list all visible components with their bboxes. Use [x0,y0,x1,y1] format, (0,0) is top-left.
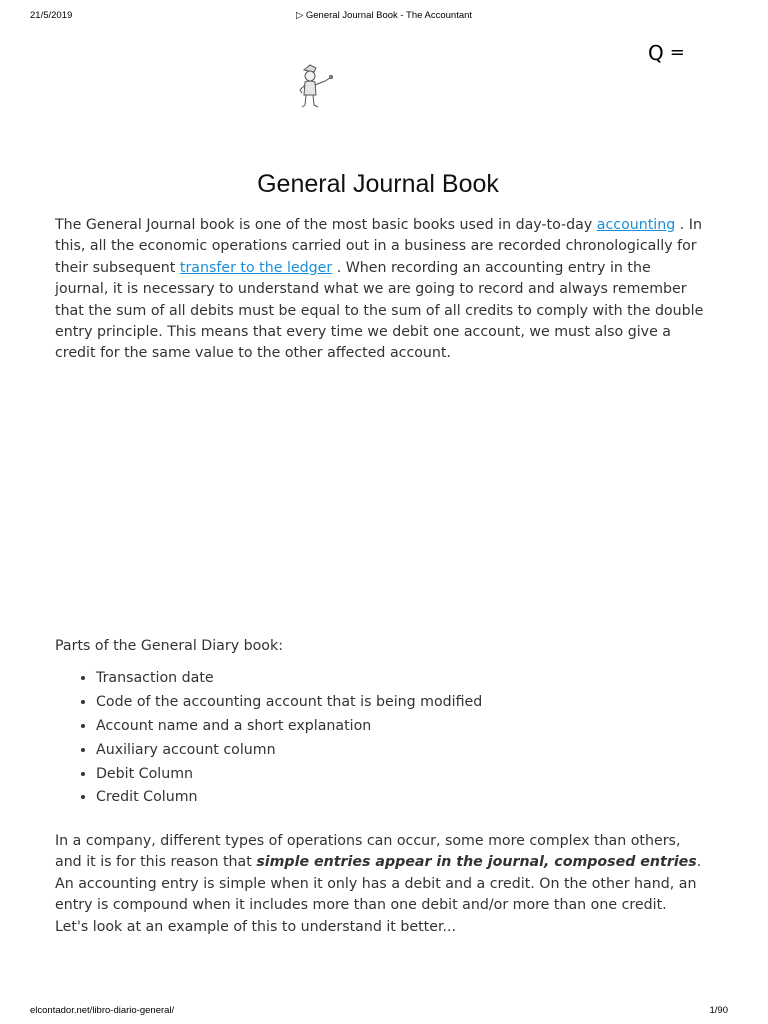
menu-glyph: = [669,42,685,63]
print-header [0,10,768,24]
print-footer [0,1005,768,1019]
entries-emphasis: simple entries appear in the journal, composed entries [256,854,697,871]
parts-section [55,636,705,810]
print-page-number: 1/90 [709,1005,728,1016]
entries-section [55,831,705,938]
list-item: • Transaction date [96,667,705,691]
page-title: General Journal Book [257,170,499,198]
intro-text-1: The General Journal book is one of the most basic books used in day-to-day [55,217,597,233]
list-item: • Debit Column [96,763,705,787]
intro-section [55,215,705,365]
intro-text-2: . In this, all the economic operations carried out in a business are recorded chronologically for their subsequent [55,217,702,276]
list-item: • Account name and a short explanation [96,715,705,739]
accounting-link[interactable]: accounting [596,217,676,233]
entries-followup: Let's look at an example of this to understand it better... [55,918,457,935]
intro-paragraph [55,215,705,365]
parts-heading: Parts of the General Diary book: [55,638,283,654]
entries-text-2: . An accounting entry is simple when it only has a debit and a credit. On the other hand, an entry is compound when it includes more than one debit and/or more than one credit. [55,854,702,914]
print-page-title: ▷ General Journal Book - The Accountant [295,10,473,21]
entries-paragraph [55,831,705,917]
list-item: • Credit Column [96,786,705,810]
intro-text-3: . When recording an accounting entry in the journal, it is necessary to understand what we are going to record and always remember that the sum of all debits must be equal to the sum of all credits to comply with the double entry principle. This means that every time we debit one account, we must also give a credit for the same value to the other affected account. [55,259,704,362]
parts-list [55,667,705,810]
list-item: • Auxiliary account column [96,739,705,763]
site-logo[interactable] [294,62,444,110]
accountant-mascot-icon [294,62,336,110]
list-item: • Code of the accounting account that is being modified [96,691,705,715]
menu-icon[interactable] [670,43,685,63]
print-url: elcontador.net/libro-diario-general/ [30,1005,175,1016]
transfer-to-ledger-link[interactable]: transfer to the ledger [179,259,333,276]
entries-text-1: In a company, different types of operations can occur, some more complex than others, and it is for this reason that [55,833,681,871]
search-glyph: Q [648,41,664,65]
print-date: 21/5/2019 [30,10,73,21]
search-icon[interactable] [648,43,664,63]
header-actions [648,40,685,66]
